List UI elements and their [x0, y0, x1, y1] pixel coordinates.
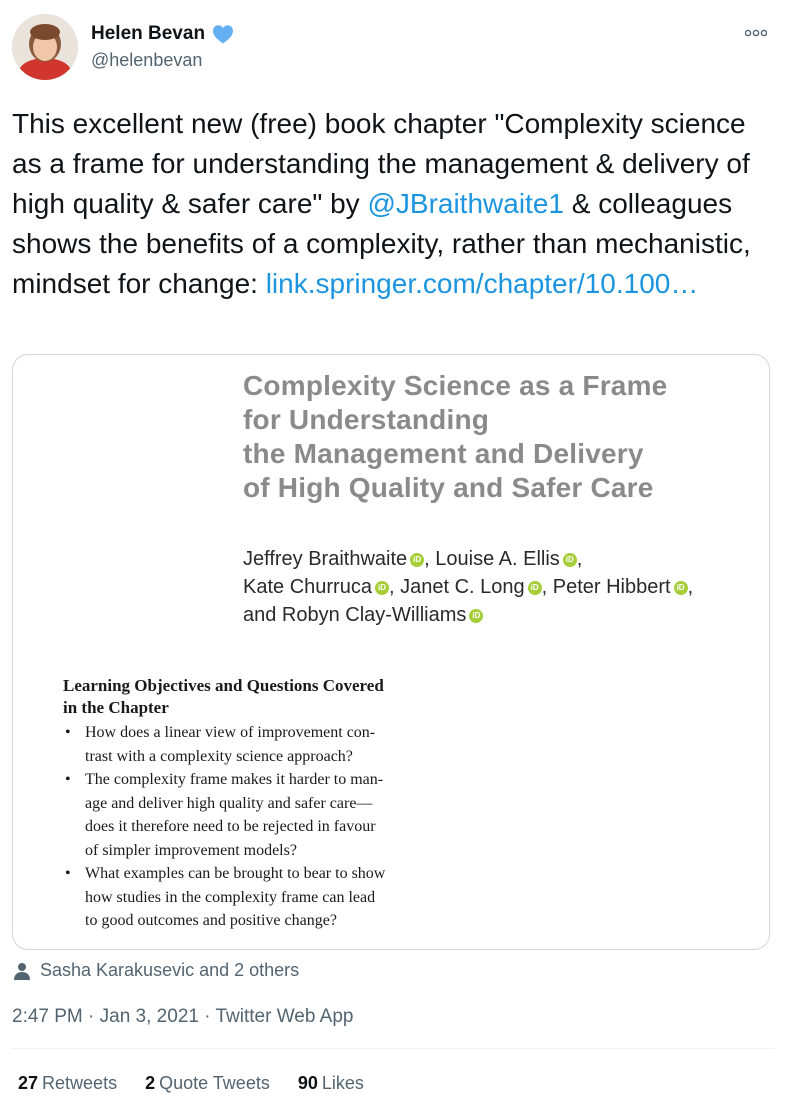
author-name: Kate Churruca: [243, 576, 372, 598]
mention-link[interactable]: @JBraithwaite1: [367, 188, 564, 219]
profile-photo-icon: [12, 14, 78, 80]
handle[interactable]: @helenbevan: [91, 50, 203, 70]
display-name[interactable]: Helen Bevan: [91, 23, 206, 44]
person-icon: [14, 962, 30, 980]
quote-tweets-count: 2: [145, 1073, 156, 1093]
objective-line: • What examples can be brought to bear to show: [85, 865, 386, 882]
tweet-text-part1: This excellent new (free) book chapter "Complexity science as a frame for understanding the management & delivery of high quality & safer care" by: [12, 108, 750, 219]
more-options-icon[interactable]: [745, 28, 767, 38]
quote-tweets-label: Quote Tweets: [159, 1073, 270, 1093]
orcid-icon: [674, 581, 688, 595]
objective-line: how studies in the complexity frame can lead: [85, 888, 376, 906]
chapter-title-line: for Understanding: [243, 404, 490, 435]
retweets-label: Retweets: [42, 1073, 118, 1093]
author-name: , Peter Hibbert: [541, 576, 671, 598]
objective-item: [63, 862, 438, 933]
name-row: [91, 22, 235, 46]
authors-line: [243, 545, 763, 573]
likes-stat[interactable]: [298, 1073, 364, 1094]
objectives-heading: [63, 675, 438, 719]
chapter-title-line: Complexity Science as a Frame: [243, 370, 668, 401]
objective-line: age and deliver high quality and safer care—: [85, 794, 373, 812]
orcid-icon: [563, 553, 577, 567]
quote-tweets-stat[interactable]: [145, 1073, 270, 1094]
objectives-heading-line: in the Chapter: [63, 698, 169, 717]
liked-by[interactable]: [14, 960, 299, 981]
orcid-icon: [410, 553, 424, 567]
liked-by-text: Sasha Karakusevic and 2 others: [40, 960, 300, 980]
external-link[interactable]: link.springer.com/chapter/10.100…: [265, 268, 699, 299]
chapter-authors: [243, 545, 763, 629]
tweet-text-part2: & colleagues shows the benefits of a complexity, rather than mechanistic, mindset for change:: [12, 188, 751, 299]
author-name: Jeffrey Braithwaite: [243, 548, 408, 570]
objective-line: • How does a linear view of improvement con-: [85, 724, 376, 741]
likes-count: 90: [297, 1073, 318, 1093]
tweet-text: [12, 104, 772, 304]
learning-objectives: [63, 675, 438, 933]
objectives-list: [63, 721, 438, 933]
author-name: and Robyn Clay-Williams: [243, 604, 467, 626]
retweets-stat[interactable]: [18, 1073, 117, 1094]
retweets-count: 27: [18, 1073, 39, 1093]
orcid-icon: [528, 581, 542, 595]
objective-line: does it therefore need to be rejected in favour: [85, 818, 376, 835]
chapter-title-line: of High Quality and Safer Care: [243, 472, 654, 503]
avatar[interactable]: [12, 14, 78, 80]
objectives-heading-line: Learning Objectives and Questions Covered: [63, 676, 384, 695]
tweet-timestamp[interactable]: 2:47 PM · Jan 3, 2021 · Twitter Web App: [12, 1006, 354, 1027]
tweet-stats: [18, 1073, 364, 1094]
author-name: , Janet C. Long: [388, 576, 525, 598]
author-name: , Louise A. Ellis: [424, 548, 560, 570]
orcid-icon: [375, 581, 389, 595]
author-separator: ,: [687, 576, 694, 598]
orcid-icon: [469, 609, 483, 623]
chapter-title-line: the Management and Delivery: [243, 438, 644, 469]
objective-line: to good outcomes and positive change?: [85, 912, 337, 929]
divider: [12, 1048, 775, 1049]
author-separator: ,: [576, 548, 583, 570]
objective-line: of simpler improvement models?: [85, 841, 297, 859]
objective-line: trast with a complexity science approach?: [85, 747, 353, 765]
objective-item: [63, 768, 438, 862]
likes-label: Likes: [321, 1073, 364, 1093]
objective-item: [63, 721, 438, 768]
media-image[interactable]: [12, 354, 770, 950]
objective-line: • The complexity frame makes it harder to man-: [85, 771, 384, 788]
chapter-title: [243, 369, 743, 505]
authors-line: [243, 573, 763, 601]
verified-badge-icon: [211, 22, 235, 46]
authors-line: [243, 601, 763, 629]
